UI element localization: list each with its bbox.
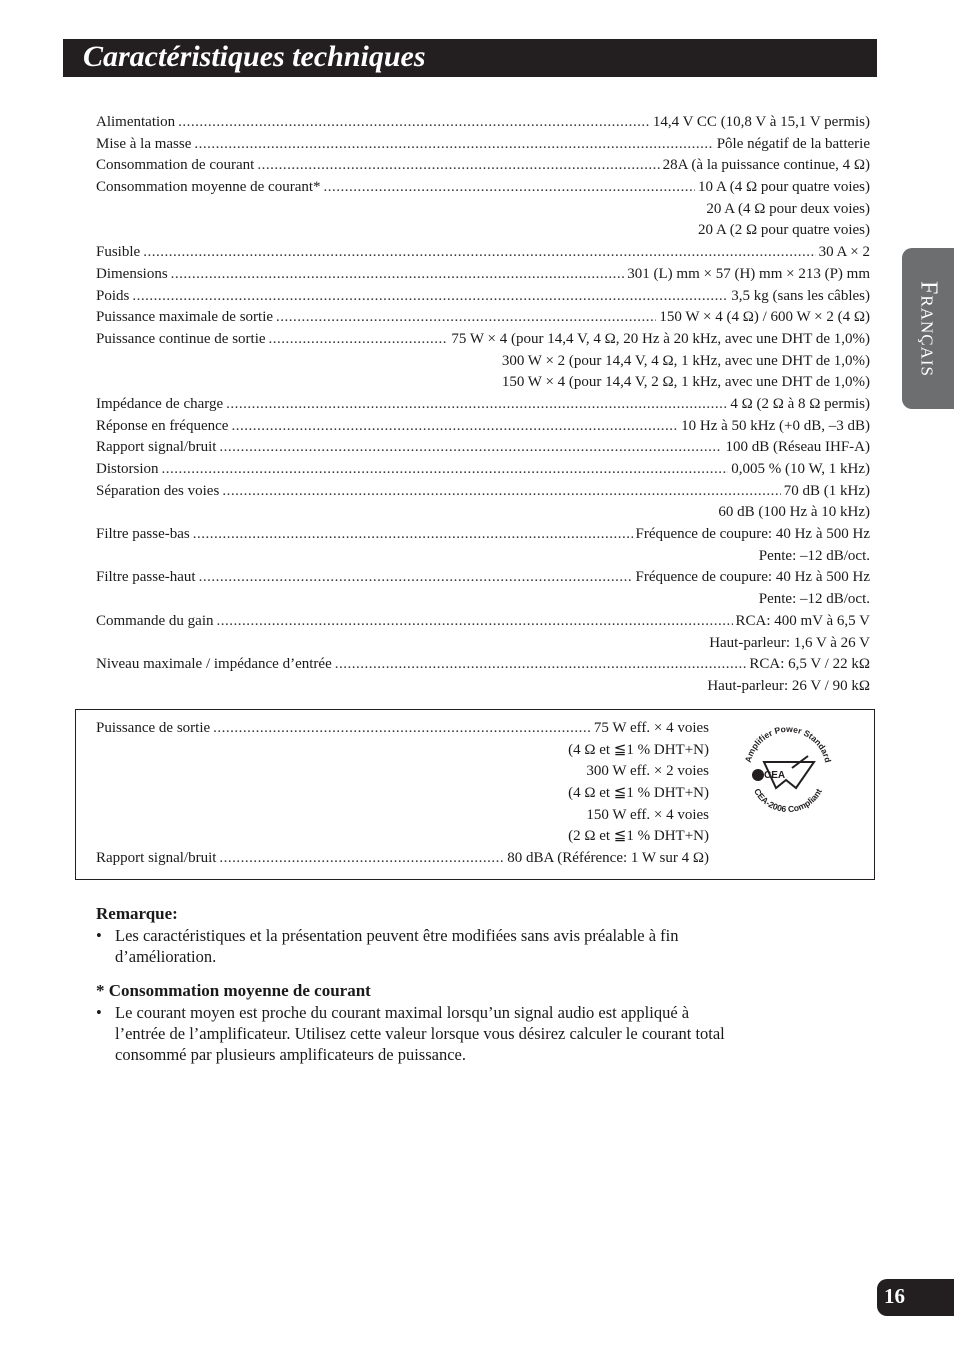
dot-leader [269,329,449,351]
page-number-tab [877,1279,954,1316]
dot-leader [324,177,696,199]
spec-row [96,524,870,546]
spec-row-continuation [96,783,709,805]
dot-leader [257,155,659,177]
spec-row-continuation [96,826,709,848]
spec-value: Pente: –12 dB/oct. [758,591,870,608]
spec-value: Haut-parleur: 1,6 V à 26 V [709,634,870,651]
spec-label: Filtre passe-bas [96,526,190,543]
spec-value: 100 dB (Réseau IHF-A) [725,439,870,456]
svg-text:CEA-2006 Compliant [752,787,824,814]
avg-current-heading: * Consommation moyenne de courant [96,981,371,1000]
spec-row [96,307,870,329]
spec-value: 60 dB (100 Hz à 10 kHz) [718,504,870,521]
spec-value: 300 W × 2 (pour 14,4 V, 4 Ω, 1 kHz, avec une DHT de 1,0%) [501,352,870,369]
spec-value: 3,5 kg (sans les câbles) [731,287,870,304]
spec-value: (2 Ω et ≦1 % DHT+N) [568,828,709,845]
dot-leader [216,611,732,633]
spec-value: RCA: 6,5 V / 22 kΩ [749,656,870,673]
spec-value: 300 W eff. × 2 voies [586,763,709,780]
spec-label: Dimensions [96,265,168,282]
cea-logo-top-text: Amplifier Power Standard [742,723,834,764]
spec-row [96,394,870,416]
spec-value: (4 Ω et ≦1 % DHT+N) [568,785,709,802]
spec-value: RCA: 400 mV à 6,5 V [735,612,870,629]
spec-row-continuation [96,676,870,698]
cea-logo-brand: CEA [764,770,786,781]
spec-value: 80 dBA (Référence: 1 W sur 4 Ω) [507,850,709,867]
spec-label: Séparation des voies [96,482,220,499]
cea-spec-box [75,709,875,880]
spec-row [96,134,870,156]
spec-row [96,567,870,589]
spec-label: Puissance continue de sortie [96,330,266,347]
spec-label: Filtre passe-haut [96,569,196,586]
spec-value: 14,4 V CC (10,8 V à 15,1 V permis) [652,114,870,130]
dot-leader [132,286,728,308]
spec-row [96,611,870,633]
dot-leader [194,134,713,156]
cea-spec-list [96,718,709,870]
dot-leader [171,264,625,286]
dot-leader [193,524,633,546]
dot-leader [226,394,727,416]
remark-bullet: • Les caractéristiques et la présentation peuvent être modifiées sans avis préalable à fin d’amélioration. [96,925,726,967]
spec-row-continuation [96,740,709,762]
cea-2006-logo [736,718,840,822]
spec-value: Pôle négatif de la batterie [716,135,870,152]
language-tab [902,248,954,409]
spec-row [96,848,709,870]
spec-label: Rapport signal/bruit [96,850,217,867]
spec-label: Poids [96,287,130,304]
spec-row [96,481,870,503]
spec-label: Consommation moyenne de courant* [96,179,321,196]
spec-value: Pente: –12 dB/oct. [758,547,870,564]
dot-leader [276,307,656,329]
spec-row [96,286,870,308]
spec-value: Fréquence de coupure: 40 Hz à 500 Hz [635,569,870,586]
dot-leader [178,112,650,134]
spec-row [96,718,709,740]
page-title: Caractéristiques techniques [83,40,426,73]
spec-row [96,654,870,676]
spec-row-continuation [96,372,870,394]
spec-value: (4 Ω et ≦1 % DHT+N) [568,741,709,758]
spec-row-continuation [96,220,870,242]
spec-label: Commande du gain [96,612,214,629]
spec-label: Alimentation [96,114,176,130]
spec-row-continuation [96,633,870,655]
spec-row [96,416,870,438]
spec-row [96,155,870,177]
spec-label: Puissance maximale de sortie [96,309,274,326]
spec-value: 20 A (2 Ω pour quatre voies) [698,222,870,239]
spec-label: Réponse en fréquence [96,417,229,434]
spec-value: 75 W × 4 (pour 14,4 V, 4 Ω, 20 Hz à 20 kHz, avec une DHT de 1,0%) [451,330,870,347]
spec-row [96,329,870,351]
spec-row-continuation [96,351,870,373]
dot-leader [231,416,678,438]
spec-row [96,437,870,459]
spec-value: 150 W × 4 (pour 14,4 V, 2 Ω, 1 kHz, avec une DHT de 1,0%) [501,374,870,391]
dot-leader [143,242,815,264]
spec-value: 4 Ω (2 Ω à 8 Ω permis) [730,395,870,412]
spec-row [96,242,870,264]
spec-value: 70 dB (1 kHz) [783,482,870,499]
dot-leader [199,567,633,589]
spec-value: 150 W eff. × 4 voies [586,806,709,823]
spec-row-continuation [96,502,870,524]
spec-value: 10 Hz à 50 kHz (+0 dB, –3 dB) [681,417,870,434]
dot-leader [335,654,747,676]
spec-value: Fréquence de coupure: 40 Hz à 500 Hz [635,526,870,543]
spec-value: 301 (L) mm × 57 (H) mm × 213 (P) mm [627,265,870,282]
spec-row [96,459,870,481]
spec-value: 30 A × 2 [818,244,870,261]
spec-label: Puissance de sortie [96,720,211,736]
svg-text:Amplifier Power Standard [743,724,833,764]
spec-value: 150 W × 4 (4 Ω) / 600 W × 2 (4 Ω) [659,309,870,326]
spec-value: 10 A (4 Ω pour quatre voies) [698,179,870,196]
page-number: 16 [884,1284,905,1308]
language-tab-label: Français [915,280,942,377]
remark-heading: Remarque: [96,904,178,923]
spec-row-continuation [96,199,870,221]
cea-logo-bottom-text: CEA-2006 Compliant [752,786,824,815]
spec-row [96,264,870,286]
spec-value: 20 A (4 Ω pour deux voies) [706,200,870,217]
spec-value: 28A (à la puissance continue, 4 Ω) [662,157,870,174]
spec-row-continuation [96,546,870,568]
spec-label: Niveau maximale / impédance d’entrée [96,656,332,673]
spec-label: Impédance de charge [96,395,224,412]
spec-label: Mise à la masse [96,135,192,152]
spec-label: Distorsion [96,461,159,477]
dot-leader [162,459,729,481]
avg-current-bullet: • Le courant moyen est proche du courant maximal lorsqu’un signal audio est appliqué à l’entrée de l’amplificateur. Utilisez cette valeur lorsque vous désirez calculer le courant total consommé par plusieurs amplificateurs de puissance. [96,1002,726,1065]
spec-value: Haut-parleur: 26 V / 90 kΩ [707,677,870,694]
spec-row [96,112,870,134]
spec-row-continuation [96,589,870,611]
spec-value: 75 W eff. × 4 voies [593,720,709,736]
dot-leader [222,481,780,503]
dot-leader [213,718,591,740]
spec-label: Rapport signal/bruit [96,439,217,456]
dot-leader [219,848,504,870]
spec-row [96,177,870,199]
page-title-bar [63,39,877,77]
spec-label: Consommation de courant [96,157,255,174]
dot-leader [219,437,722,459]
spec-list [96,112,870,698]
spec-value: 0,005 % (10 W, 1 kHz) [731,461,870,477]
spec-label: Fusible [96,244,141,261]
spec-row-continuation [96,761,709,783]
spec-row-continuation [96,805,709,827]
